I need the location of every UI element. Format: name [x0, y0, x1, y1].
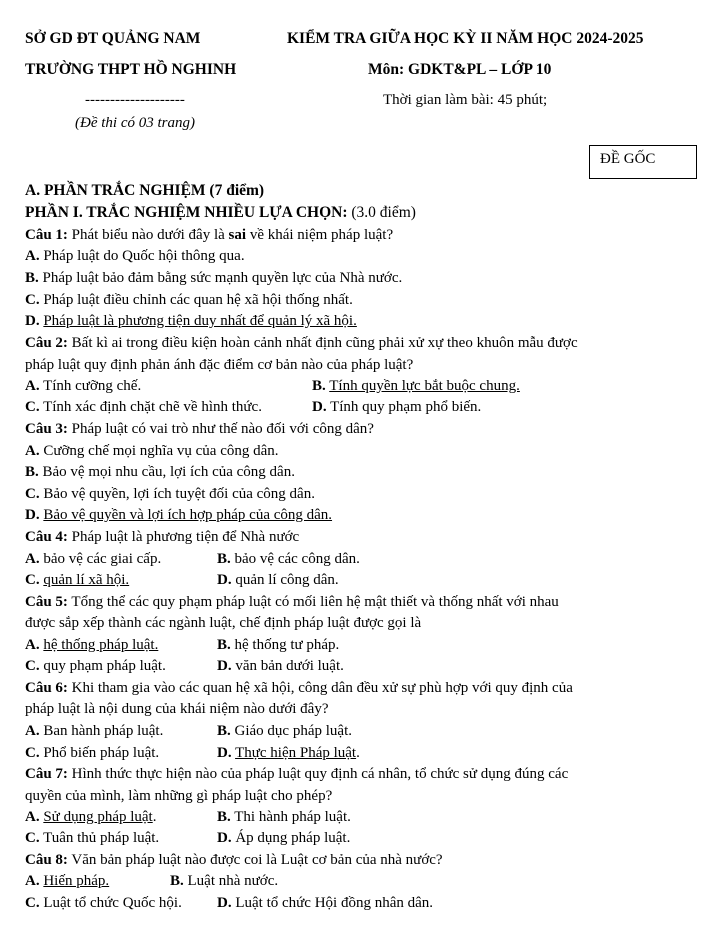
question-3: Câu 3: Pháp luật có vai trò như thế nào đối với công dân? [25, 421, 374, 437]
q4-option-b[interactable]: B. bảo vệ các công dân. [217, 551, 360, 567]
q5-option-a[interactable]: A. hệ thống pháp luật. [25, 637, 159, 653]
q2-option-d[interactable]: D. Tính quy phạm phổ biến. [312, 399, 482, 415]
part1-heading [25, 204, 416, 222]
section-a-heading: A. PHẦN TRẮC NGHIỆM (7 điểm) [25, 182, 265, 199]
correct-answer: Sử dụng pháp luật [43, 809, 153, 825]
q2-option-b[interactable]: B. Tính quyền lực bắt buộc chung. [312, 378, 520, 394]
question-7-cont: quyền của mình, làm những gì pháp luật cho phép? [25, 788, 333, 804]
q3-option-a[interactable]: A. Cưỡng chế mọi nghĩa vụ của công dân. [25, 443, 279, 459]
q4-option-c[interactable]: C. quản lí xã hội. [25, 572, 130, 588]
q7-option-a[interactable]: A. Sử dụng pháp luật. [25, 809, 157, 825]
question-number: Câu 8: [25, 852, 68, 868]
correct-answer: hệ thống pháp luật. [43, 637, 159, 653]
q8-option-a[interactable]: A. Hiến pháp. [25, 873, 110, 889]
q6-option-d[interactable]: D. Thực hiện Pháp luật. [217, 745, 360, 761]
q8-option-d[interactable]: D. Luật tổ chức Hội đồng nhân dân. [217, 895, 434, 911]
exam-time: Thời gian làm bài: 45 phút; [383, 92, 548, 108]
q7-option-b[interactable]: B. Thi hành pháp luật. [217, 809, 351, 825]
q3-option-d[interactable]: D. Bảo vệ quyền và lợi ích hợp pháp của công dân. [25, 507, 333, 523]
question-8: Câu 8: Văn bản pháp luật nào được coi là Luật cơ bản của nhà nước? [25, 852, 443, 868]
q1-option-c[interactable]: C. Pháp luật điều chỉnh các quan hệ xã hội thống nhất. [25, 292, 353, 308]
question-number: Câu 2: [25, 335, 68, 351]
exam-title: KIỂM TRA GIỮA HỌC KỲ II NĂM HỌC 2024-2025 [287, 30, 644, 47]
question-number: Câu 1: [25, 227, 68, 243]
q6-option-b[interactable]: B. Giáo dục pháp luật. [217, 723, 352, 739]
q8-option-c[interactable]: C. Luật tổ chức Quốc hội. [25, 895, 182, 911]
q8-option-b[interactable]: B. Luật nhà nước. [170, 873, 279, 889]
q4-option-a[interactable]: A. bảo vệ các giai cấp. [25, 551, 162, 567]
correct-answer: Tính quyền lực bắt buộc chung. [329, 378, 520, 394]
question-2: Câu 2: Bất kì ai trong điều kiện hoàn cảnh nhất định cũng phải xử xự theo khuôn mẫu được [25, 335, 578, 351]
exam-code-label: ĐỀ GỐC [600, 151, 656, 167]
part1-points: (3.0 điểm) [347, 204, 416, 221]
q5-option-c[interactable]: C. quy phạm pháp luật. [25, 658, 166, 674]
page-count: (Đề thi có 03 trang) [75, 115, 195, 131]
question-number: Câu 6: [25, 680, 68, 696]
divider-dashes: -------------------- [85, 92, 185, 108]
question-2-cont: pháp luật quy định phản ánh đặc điểm cơ bản nào của pháp luật? [25, 357, 414, 373]
question-7: Câu 7: Hình thức thực hiện nào của pháp luật quy định cá nhân, tổ chức sử dụng đúng các [25, 766, 569, 782]
school-name: TRƯỜNG THPT HỒ NGHINH [25, 61, 237, 78]
question-6: Câu 6: Khi tham gia vào các quan hệ xã hội, công dân đều xử sự phù hợp với quy định của [25, 680, 573, 696]
question-1: Câu 1: Phát biểu nào dưới đây là sai về khái niệm pháp luật? [25, 227, 394, 243]
correct-answer: Thực hiện Pháp luật [235, 745, 357, 761]
q6-option-a[interactable]: A. Ban hành pháp luật. [25, 723, 164, 739]
q5-option-d[interactable]: D. văn bản dưới luật. [217, 658, 344, 674]
q2-option-a[interactable]: A. Tính cưỡng chế. [25, 378, 142, 394]
question-5: Câu 5: Tổng thể các quy phạm pháp luật có mối liên hệ mật thiết và thống nhất với nhau [25, 594, 559, 610]
correct-answer: quản lí xã hội. [43, 572, 130, 588]
q3-option-b[interactable]: B. Bảo vệ mọi nhu cầu, lợi ích của công dân. [25, 464, 295, 480]
q5-option-b[interactable]: B. hệ thống tư pháp. [217, 637, 340, 653]
q6-option-c[interactable]: C. Phổ biến pháp luật. [25, 745, 160, 761]
q4-option-d[interactable]: D. quản lí công dân. [217, 572, 339, 588]
question-5-cont: được sắp xếp thành các ngành luật, chế định pháp luật được gọi là [25, 615, 422, 631]
emphasis-sai: sai [228, 227, 247, 243]
q3-option-c[interactable]: C. Bảo vệ quyền, lợi ích tuyệt đối của công dân. [25, 486, 315, 502]
correct-answer: Bảo vệ quyền và lợi ích hợp pháp của công dân. [43, 507, 333, 523]
exam-code-box [589, 145, 697, 179]
question-number: Câu 5: [25, 594, 68, 610]
question-number: Câu 3: [25, 421, 68, 437]
q1-option-d[interactable]: D. Pháp luật là phương tiện duy nhất để quản lý xã hội. [25, 313, 357, 329]
q7-option-c[interactable]: C. Tuân thủ pháp luật. [25, 830, 160, 846]
question-4: Câu 4: Pháp luật là phương tiện để Nhà nước [25, 529, 300, 545]
correct-answer: Pháp luật là phương tiện duy nhất để quản lý xã hội. [43, 313, 357, 329]
correct-answer: Hiến pháp. [43, 873, 110, 889]
part1-title: PHẦN I. TRẮC NGHIỆM NHIỀU LỰA CHỌN: [25, 204, 348, 221]
question-6-cont: pháp luật là nội dung của khái niệm nào dưới đây? [25, 701, 329, 717]
subject-line: Môn: GDKT&PL – LỚP 10 [368, 61, 552, 78]
q1-option-a[interactable]: A. Pháp luật do Quốc hội thông qua. [25, 248, 245, 264]
q2-option-c[interactable]: C. Tính xác định chặt chẽ về hình thức. [25, 399, 262, 415]
question-number: Câu 7: [25, 766, 68, 782]
q7-option-d[interactable]: D. Áp dụng pháp luật. [217, 830, 351, 846]
q1-option-b[interactable]: B. Pháp luật bảo đảm bằng sức mạnh quyền lực của Nhà nước. [25, 270, 403, 286]
department-name: SỞ GD ĐT QUẢNG NAM [25, 30, 201, 47]
question-number: Câu 4: [25, 529, 68, 545]
